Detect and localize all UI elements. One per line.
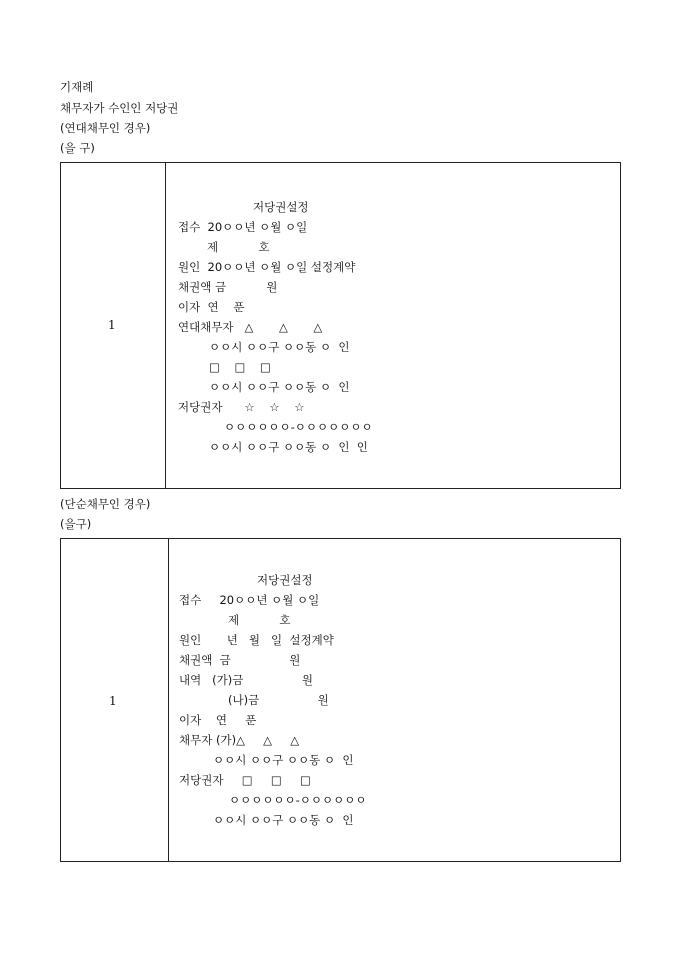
header-example-label: 기재례 bbox=[60, 80, 94, 94]
column-divider bbox=[165, 163, 166, 488]
entry-receipt: 접수 20ㅇㅇ년 ㅇ월 ㅇ일 bbox=[178, 220, 308, 234]
entry-claim-amount: 채권액 금 원 bbox=[179, 653, 301, 667]
section2-section-label: (을구) bbox=[60, 517, 92, 531]
section2-subtitle: (단순채무인 경우) bbox=[60, 497, 151, 511]
entry-title: 저당권설정 bbox=[253, 200, 309, 214]
entry-number-line: 제 호 bbox=[228, 613, 291, 627]
column-divider bbox=[168, 539, 169, 861]
entry-debtor-names-2: □ □ □ bbox=[209, 360, 271, 374]
entry-interest: 이자 연 푼 bbox=[178, 300, 245, 314]
entry-mortgagee-id: ㅇㅇㅇㅇㅇㅇ-ㅇㅇㅇㅇㅇㅇ bbox=[229, 793, 367, 807]
entry-breakdown-b: (나)금 원 bbox=[228, 693, 329, 707]
entry-claim-amount: 채권액 금 원 bbox=[178, 280, 278, 294]
entry-mortgagee-address: ㅇㅇ시 ㅇㅇ구 ㅇㅇ동 ㅇ 인 bbox=[213, 813, 354, 827]
header-section-label: (을 구) bbox=[60, 141, 95, 155]
entry-receipt: 접수 20ㅇㅇ년 ㅇ월 ㅇ일 bbox=[179, 593, 320, 607]
entry-mortgagee-address: ㅇㅇ시 ㅇㅇ구 ㅇㅇ동 ㅇ 인 인 bbox=[209, 440, 368, 454]
registry-entry-box-joint bbox=[60, 162, 621, 489]
entry-interest: 이자 연 푼 bbox=[179, 713, 257, 727]
entry-joint-debtors: 연대채무자 △ △ △ bbox=[178, 320, 323, 334]
entry-debtor-address-2: ㅇㅇ시 ㅇㅇ구 ㅇㅇ동 ㅇ 인 bbox=[209, 380, 350, 394]
entry-number-line: 제 호 bbox=[207, 240, 270, 254]
entry-debtor: 채무자 (가)△ △ △ bbox=[179, 733, 300, 747]
entry-mortgagee: 저당권자 □ □ □ bbox=[179, 773, 311, 787]
entry-cause: 원인 20ㅇㅇ년 ㅇ월 ㅇ일 설정계약 bbox=[178, 260, 356, 274]
entry-breakdown-a: 내역 (가)금 원 bbox=[179, 673, 313, 687]
entry-debtor-address: ㅇㅇ시 ㅇㅇ구 ㅇㅇ동 ㅇ 인 bbox=[213, 753, 354, 767]
entry-mortgagee-id: ㅇㅇㅇㅇㅇㅇ-ㅇㅇㅇㅇㅇㅇㅇ bbox=[224, 420, 373, 434]
entry-title: 저당권설정 bbox=[257, 573, 313, 587]
entry-number: 1 bbox=[108, 318, 116, 332]
entry-debtor-address-1: ㅇㅇ시 ㅇㅇ구 ㅇㅇ동 ㅇ 인 bbox=[209, 340, 350, 354]
entry-mortgagee: 저당권자 ☆ ☆ ☆ bbox=[178, 400, 305, 414]
entry-cause: 원인 년 월 일 설정계약 bbox=[179, 633, 334, 647]
header-title: 채무자가 수인인 저당권 bbox=[60, 101, 179, 115]
header-subtitle: (연대채무인 경우) bbox=[60, 121, 151, 135]
entry-number: 1 bbox=[109, 694, 117, 708]
registry-entry-box-simple bbox=[60, 538, 621, 862]
